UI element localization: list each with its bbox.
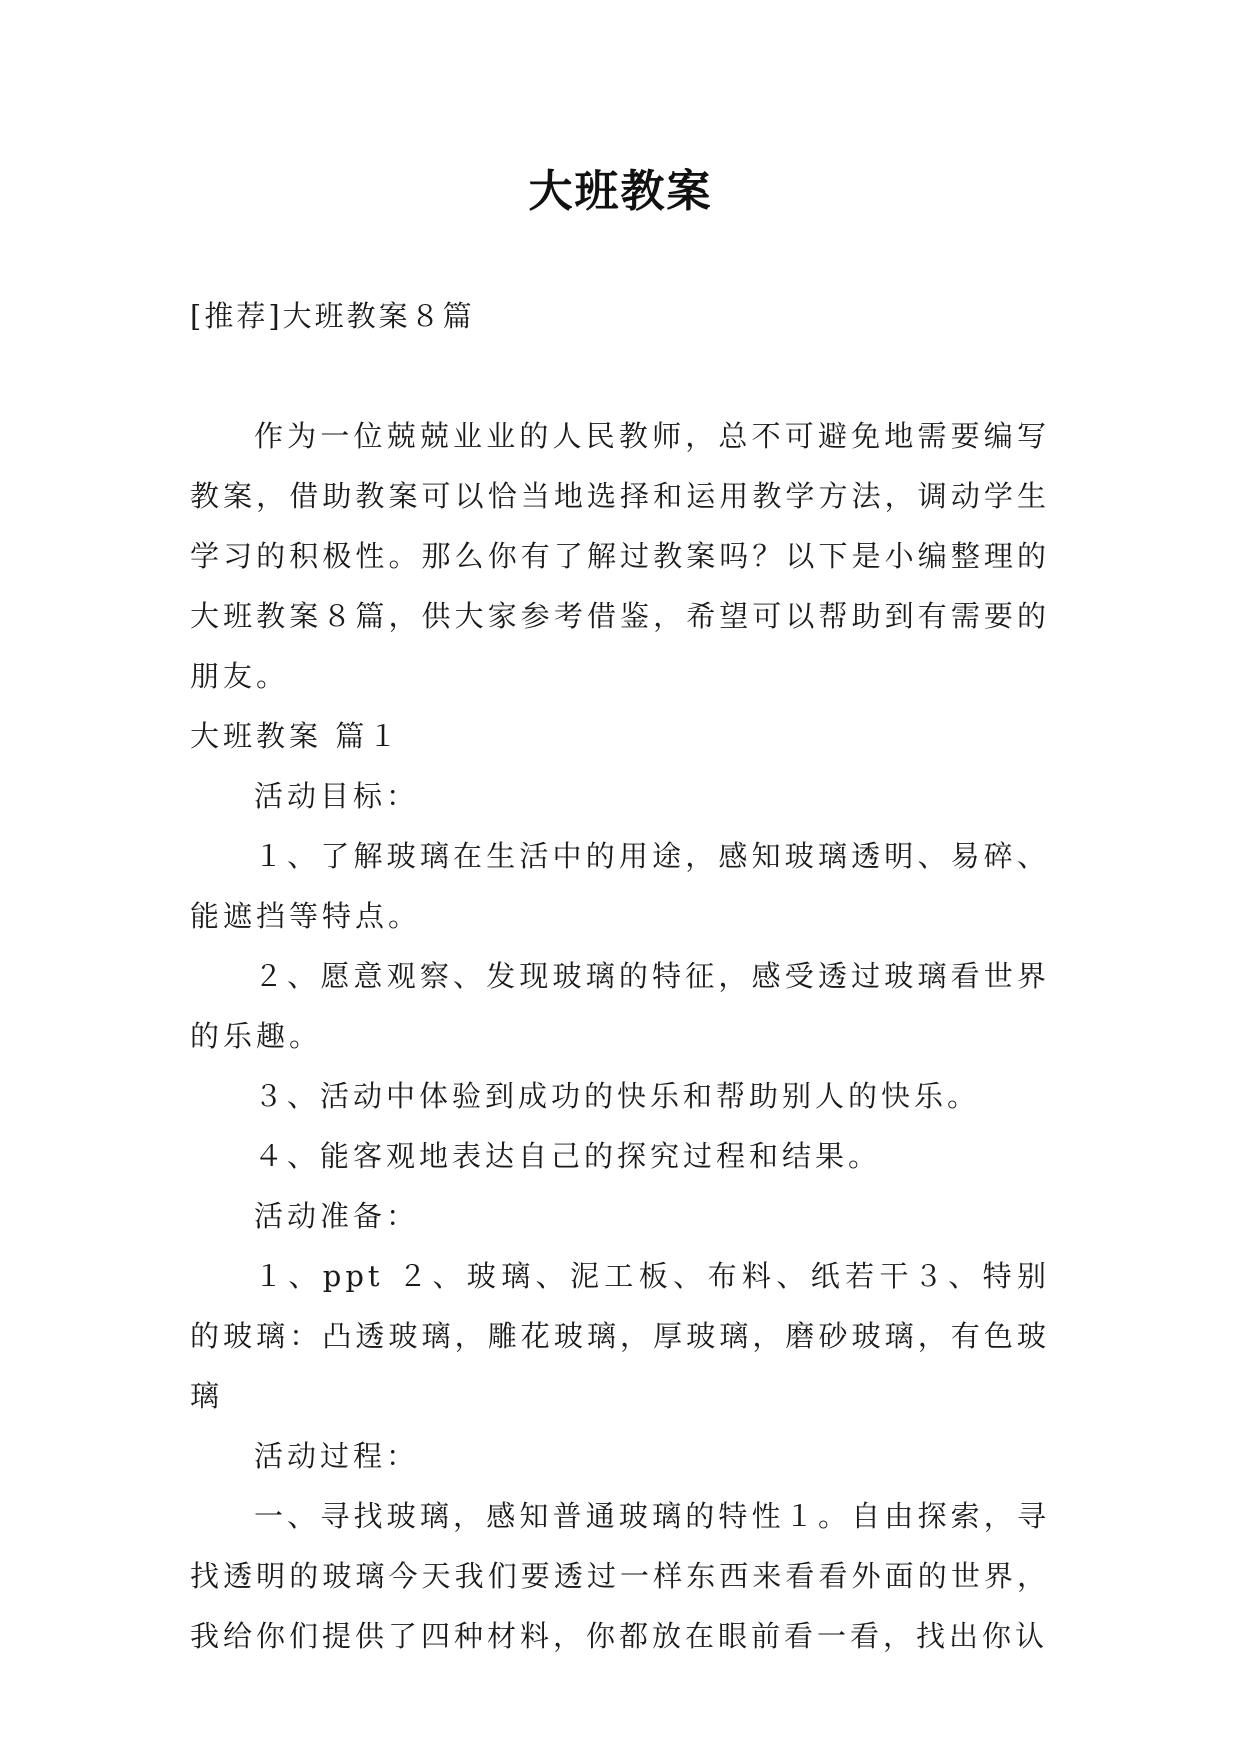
document-subtitle: [推荐]大班教案８篇 [190, 299, 475, 333]
goal-item: ２、愿意观察、发现玻璃的特征，感受透过玻璃看世界的乐趣。 [190, 959, 1050, 1053]
goal-item: ４、能客观地表达自己的探究过程和结果。 [254, 1139, 882, 1173]
document-title: 大班教案 [528, 166, 713, 217]
preparation-item: １、ppt ２、玻璃、泥工板、布料、纸若干３、特别的玻璃：凸透玻璃，雕花玻璃，厚玻璃，磨砂玻璃，有色玻璃 [190, 1259, 1050, 1413]
document-body [190, 406, 1050, 1666]
activity-preparation-label: 活动准备： [254, 1199, 420, 1233]
activity-goals-label: 活动目标： [254, 779, 420, 813]
activity-process-label: 活动过程： [254, 1439, 420, 1473]
process-paragraph: 一、寻找玻璃，感知普通玻璃的特性１。自由探索，寻找透明的玻璃今天我们要透过一样东西来看看外面的世界，我给你们提供了四种材料，你都放在眼前看一看，找出你认 [190, 1499, 1050, 1653]
goal-item: ３、活动中体验到成功的快乐和帮助别人的快乐。 [254, 1079, 981, 1113]
goal-item: １、了解玻璃在生活中的用途，感知玻璃透明、易碎、能遮挡等特点。 [190, 839, 1050, 933]
intro-paragraph: 作为一位兢兢业业的人民教师，总不可避免地需要编写教案，借助教案可以恰当地选择和运用教学方法，调动学生学习的积极性。那么你有了解过教案吗？以下是小编整理的大班教案８篇，供大家参考借鉴，希望可以帮助到有需要的朋友。 [190, 419, 1050, 693]
section-heading: 大班教案 篇１ [190, 719, 402, 753]
